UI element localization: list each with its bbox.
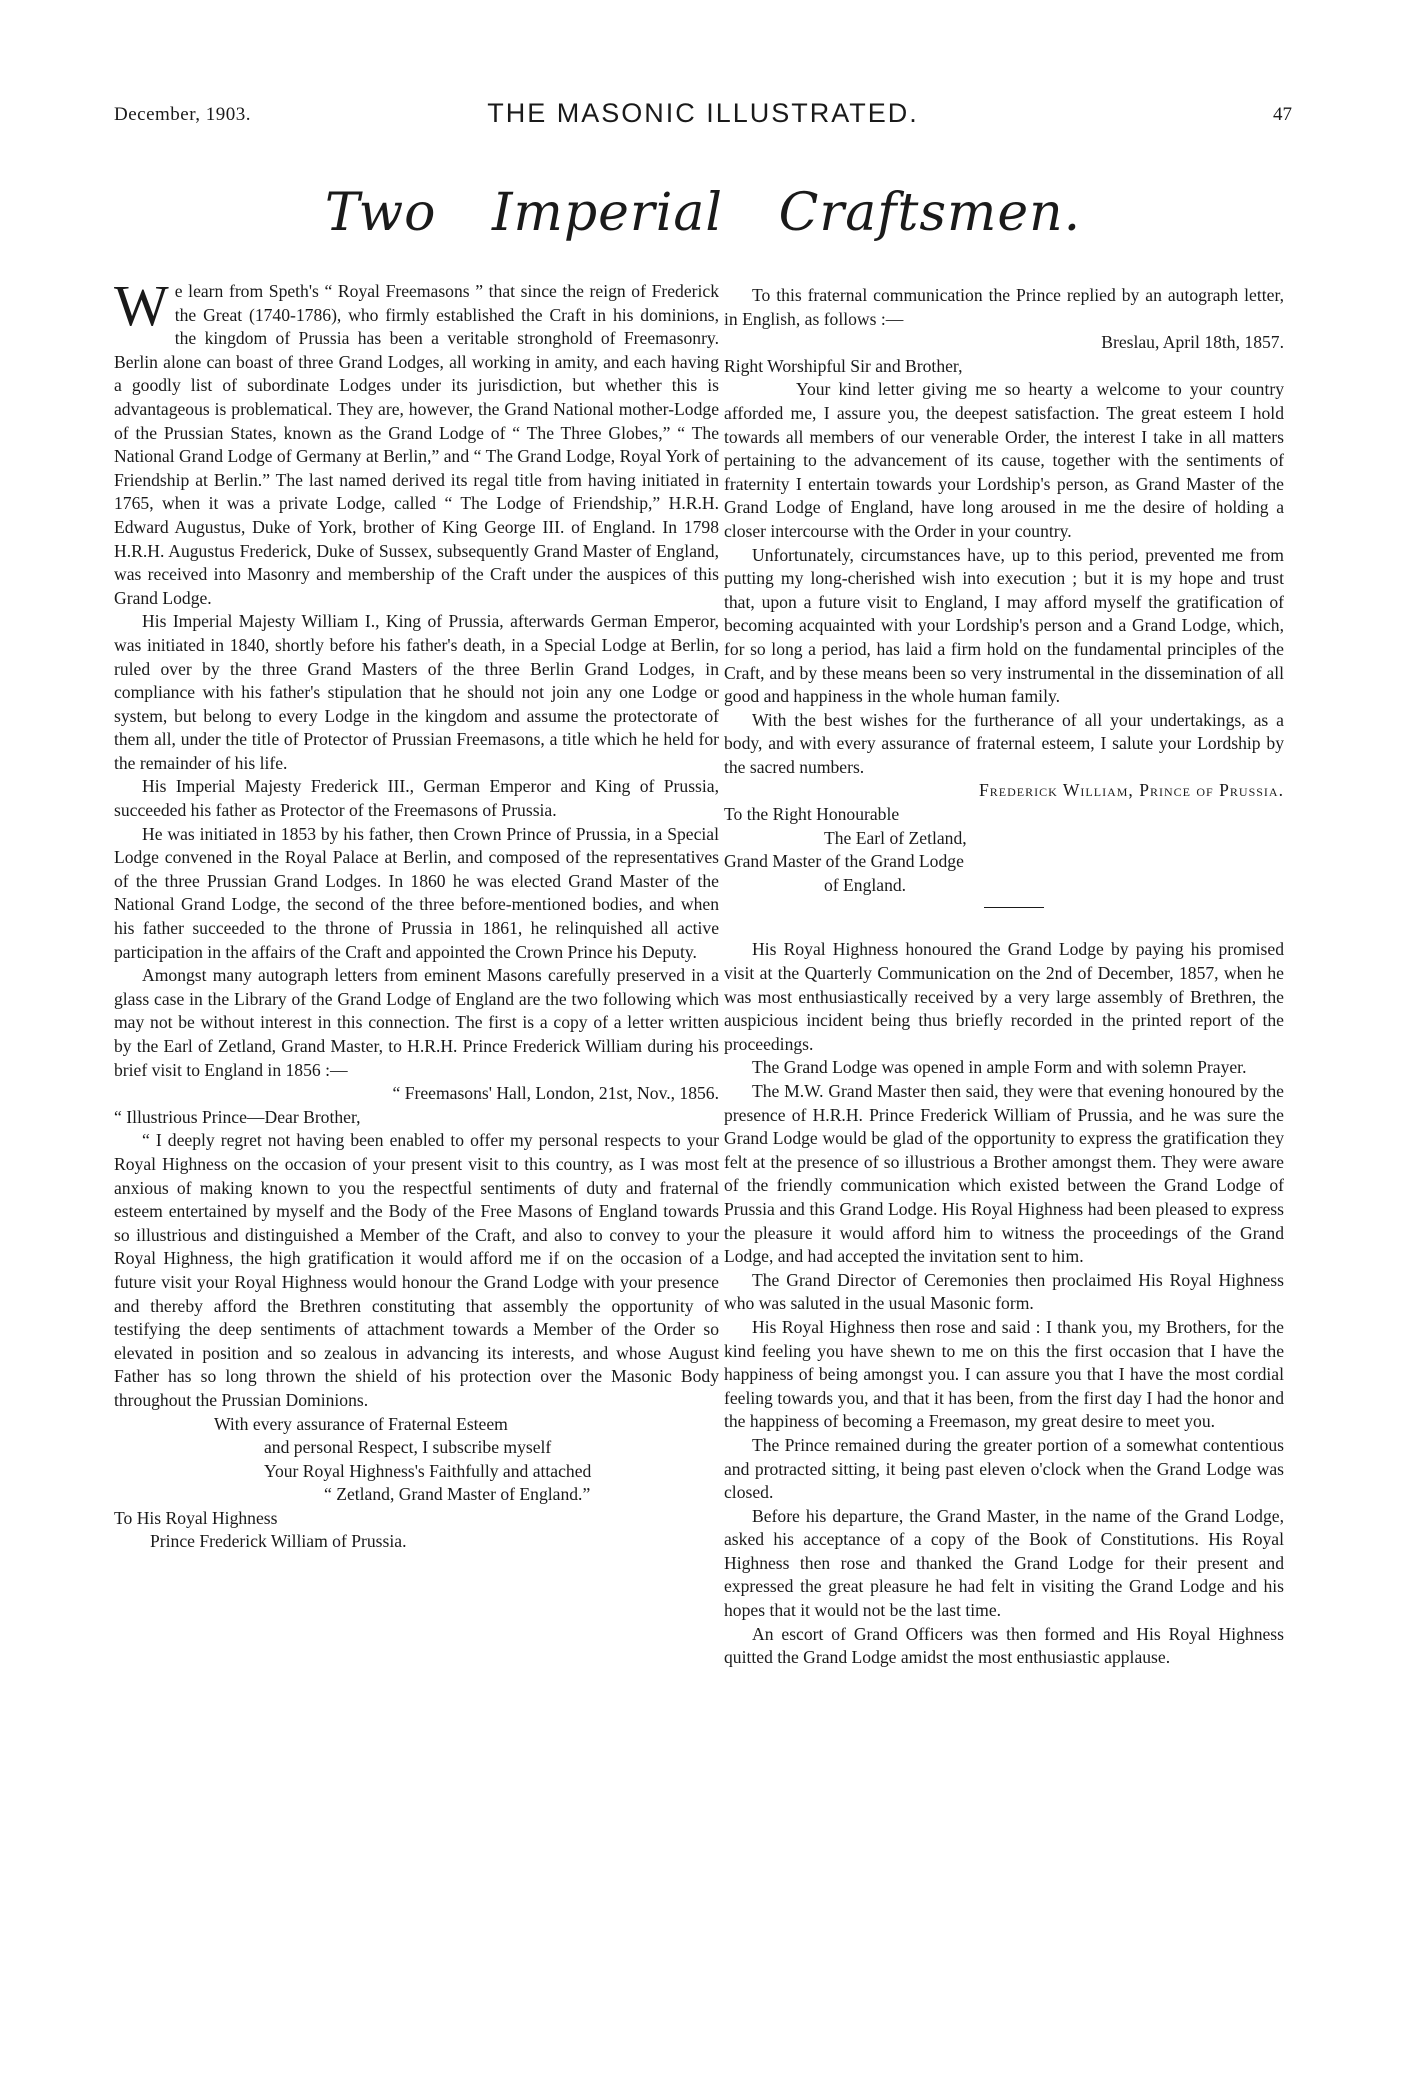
letter-signature: “ Zetland, Grand Master of England.” bbox=[324, 1484, 591, 1505]
section-divider bbox=[984, 907, 1044, 908]
letter-addressee: To His Royal Highness bbox=[114, 1507, 278, 1528]
paragraph: To this fraternal communication the Prince replied by an autograph letter, in English, as follows :— bbox=[724, 285, 1284, 329]
letter-closing: Your Royal Highness's Faithfully and attached bbox=[264, 1460, 592, 1481]
letter-salutation: “ Illustrious Prince—Dear Brother, bbox=[114, 1106, 361, 1127]
letter-addressee: To the Right Honourable bbox=[724, 804, 900, 825]
publication-title: THE MASONIC ILLUSTRATED. bbox=[487, 98, 919, 128]
letter-addressee: Prince Frederick William of Prussia. bbox=[150, 1531, 407, 1552]
issue-date: December, 1903. bbox=[114, 104, 252, 125]
letter-salutation: Right Worshipful Sir and Brother, bbox=[724, 355, 963, 376]
letter-body: “ I deeply regret not having been enabled to offer my personal respects to your Royal Highness on the occasion of your present visit to this country, as I was most anxious of making known to you the respectful sentiments of duty and fraternal esteem entertained by myself and the Body of the Free Masons of England towards so illustrious and distinguished a Member of the Craft, and also to convey to your Royal Highness, the high gratification it would afford me if on the occasion of a future visit your Royal Highness would honour the Grand Lodge with your presence and thereby afford the Brethren constituting that assembly the opportunity of testifying the deep sentiments of attachment towards a Member of the Order so elevated in position and so zealous in advancing its interests, and whose August Father has so long thrown the shield of his protection over the Masonic Body throughout the Prussian Dominions. bbox=[114, 1130, 719, 1410]
letter-signature: Frederick William, Prince of Prussia. bbox=[978, 780, 1284, 801]
letter-dateline: “ Freemasons' Hall, London, 21st, Nov., 1856. bbox=[392, 1083, 719, 1104]
letter-closing: With every assurance of Fraternal Esteem bbox=[214, 1413, 508, 1434]
letter-dateline: Breslau, April 18th, 1857. bbox=[1101, 332, 1284, 353]
intro-text: e learn from Speth's “ Royal Freemasons ” that since the reign of Frederick the Great (1740-1786), who firmly established the Craft in his dominions, the kingdom of Prussia has been a veritable stronghold of Freemasonry. Berlin alone can boast of three Grand Lodges, all working in amity, and each having a goodly list of subordinate Lodges under its jurisdiction, but whether this is advantageous is problematical. They are, however, the Grand National mother-Lodge of the Prussian States, known as the Grand Lodge of “ The Three Globes,” “ The National Grand Lodge of Germany at Berlin,” and “ The Grand Lodge, Royal York of Friendship at Berlin.” The last named derived its regal title from having initiated in 1765, when it was a private Lodge, called “ The Lodge of Friendship,” H.R.H. Edward Augustus, Duke of York, brother of King George III. of England. In 1798 H.R.H. Augustus Frederick, Duke of Sussex, subsequently Grand Master of England, was received into Masonry and membership of the Craft under the auspices of this Grand Lodge. bbox=[114, 281, 719, 608]
letter-body: With the best wishes for the furtherance of all your undertakings, as a body, and with every assurance of fraternal esteem, I salute your Lordship by the sacred numbers. bbox=[724, 709, 1284, 777]
paragraph: His Imperial Majesty William I., King of Prussia, afterwards German Emperor, was initiated in 1840, shortly before his father's death, in a Special Lodge at Berlin, ruled over by the three Grand Masters of the three Berlin Grand Lodges, in compliance with his father's stipulation that he should not join any one Lodge or system, but belong to every Lodge in the kingdom and assume the protectorate of them all, under the title of Protector of Prussian Freemasons, a title which he held for the remainder of his life. bbox=[114, 611, 719, 773]
paragraph: His Royal Highness honoured the Grand Lodge by paying his promised visit at the Quarterly Communication on the 2nd of December, 1857, when he was most enthusiastically received by a very large assembly of Brethren, the auspicious incident being thus briefly recorded in the printed report of the proceedings. bbox=[724, 939, 1284, 1054]
paragraph: The Grand Director of Ceremonies then proclaimed His Royal Highness who was saluted in the usual Masonic form. bbox=[724, 1269, 1284, 1314]
letter-body: Unfortunately, circumstances have, up to this period, prevented me from putting my long-cherished wish into execution ; but it is my hope and trust that, upon a future visit to England, I may afford myself the gratification of becoming acquainted with your Lordship's person and a Grand Lodge, which, for so long a period, has laid a firm hold on the fundamental principles of the Craft, and by these means been so very instrumental in the dissemination of all good and happiness in the whole human family. bbox=[724, 544, 1284, 707]
article-title: Two Imperial Craftsmen. bbox=[324, 183, 1082, 243]
paragraph: The Prince remained during the greater portion of a somewhat contentious and protracted sitting, it being past eleven o'clock when the Grand Lodge was closed. bbox=[724, 1434, 1284, 1503]
paragraph: His Royal Highness then rose and said : I thank you, my Brothers, for the kind feeling you have shewn to me on this the first occasion that I have the happiness of being amongst you. I can assure you that I have the most cordial feeling towards you, and that it has been, from the first day I had the honor and the happiness of becoming a Freemason, my great desire to meet you. bbox=[724, 1316, 1284, 1432]
paragraph: Amongst many autograph letters from eminent Masons carefully preserved in a glass case in the Library of the Grand Lodge of England are the two following which may not be without interest in this connection. The first is a copy of a letter written by the Earl of Zetland, Grand Master, to H.R.H. Prince Frederick William during his brief visit to England in 1856 :— bbox=[114, 965, 719, 1080]
letter-addressee: Grand Master of the Grand Lodge bbox=[724, 851, 964, 872]
paragraph-intro bbox=[114, 273, 719, 610]
paragraph: Before his departure, the Grand Master, in the name of the Grand Lodge, asked his acceptance of a copy of the Book of Constitutions. His Royal Highness then rose and thanked the Grand Lodge for their present and expressed the great pleasure he had felt in visiting the Grand Lodge and his hopes that it would not be the last time. bbox=[724, 1505, 1284, 1621]
paragraph: He was initiated in 1853 by his father, then Crown Prince of Prussia, in a Special Lodge convened in the Royal Palace at Berlin, and composed of the representatives of the three Prussian Grand Lodges. In 1860 he was elected Grand Master of the National Grand Lodge, the second of the three before-mentioned bodies, and when his father succeeded to the throne of Prussia in 1861, he relinquished all active participation in the affairs of the Craft and appointed the Crown Prince his Deputy. bbox=[114, 823, 719, 962]
paragraph: His Imperial Majesty Frederick III., German Emperor and King of Prussia, succeeded his father as Protector of the Freemasons of Prussia. bbox=[114, 776, 719, 821]
paragraph: The M.W. Grand Master then said, they were that evening honoured by the presence of H.R.H. Prince Frederick William of Prussia, and he was sure the Grand Lodge would be glad of the opportunity to express the gratification they felt at the presence of so illustrious a Brother amongst them. They were aware of the friendly communication which existed between the Grand Lodge of Prussia and this Grand Lodge. His Royal Highness had been pleased to express the pleasure it would afford him to witness the proceedings of the Grand Lodge, and had accepted the invitation sent to him. bbox=[724, 1081, 1284, 1267]
drop-cap: W bbox=[114, 273, 169, 338]
letter-addressee: The Earl of Zetland, bbox=[824, 827, 967, 848]
paragraph: An escort of Grand Officers was then formed and His Royal Highness quitted the Grand Lodge amidst the most enthusiastic applause. bbox=[724, 1623, 1284, 1668]
right-column bbox=[724, 284, 1284, 1670]
letter-closing: and personal Respect, I subscribe myself bbox=[264, 1437, 552, 1458]
letter-body: Your kind letter giving me so hearty a welcome to your country afforded me, I assure you, the deepest satisfaction. The great esteem I hold towards all members of our venerable Order, the interest I take in all matters pertaining to the advancement of its cause, together with the sentiments of fraternity I entertain towards your Lordship's person, as Grand Master of the Grand Lodge of England, have long aroused in me the desire of holding a closer intercourse with the Order in your country. bbox=[724, 379, 1284, 541]
letter-addressee: of England. bbox=[824, 874, 907, 895]
paragraph: The Grand Lodge was opened in ample Form and with solemn Prayer. bbox=[752, 1057, 1247, 1078]
left-column bbox=[114, 273, 719, 1554]
page-header bbox=[0, 98, 1406, 138]
page-number: 47 bbox=[1273, 104, 1292, 125]
